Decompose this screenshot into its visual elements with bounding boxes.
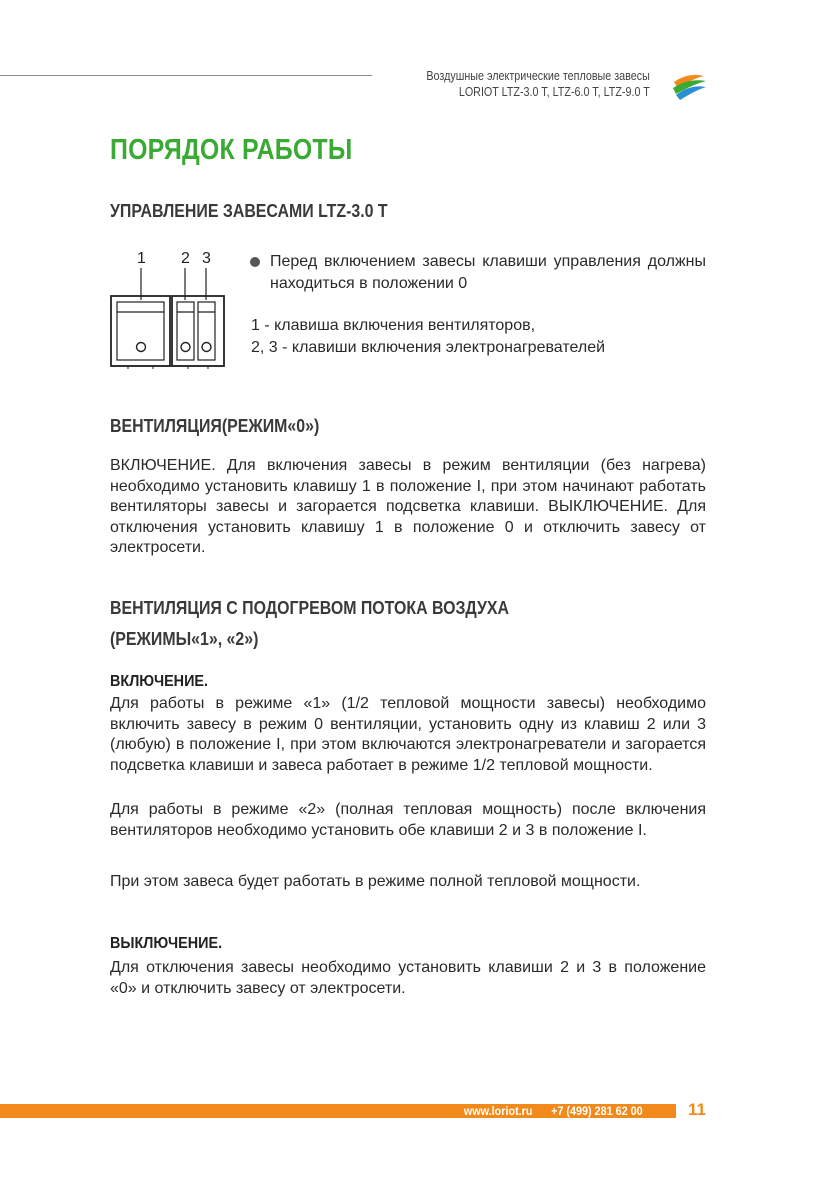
footer-contacts bbox=[464, 1103, 643, 1119]
switch-1 bbox=[111, 296, 170, 366]
header-line-2: LORIOT LTZ-3.0 T, LTZ-6.0 T, LTZ-9.0 T bbox=[459, 85, 650, 99]
loriot-logo-icon bbox=[670, 68, 708, 104]
ventilation-heading: ВЕНТИЛЯЦИЯ(РЕЖИМ«0») bbox=[110, 415, 320, 436]
heating-on-paragraph-3: При этом завеса будет работать в режиме полной тепловой мощности. bbox=[110, 873, 641, 890]
document-header bbox=[427, 68, 650, 100]
switch-label-2: 2 bbox=[181, 250, 190, 267]
ventilation-text: ВКЛЮЧЕНИЕ. Для включения завесы в режим вентиляции (без нагрева) необходимо установить клавишу 1 в положение I, при этом начинают работать вентиляторы завесы и загорается подсветка клавиши. ВЫКЛЮЧЕНИЕ. Для отключения установить клавишу 1 в положение 0 и отключить завесу от электросети. bbox=[110, 457, 706, 556]
bullet-dot-icon bbox=[250, 257, 260, 267]
control-bullet-text: Перед включением завесы клавиши управления должны находиться в положении 0 bbox=[270, 253, 706, 292]
switch-panel-diagram bbox=[108, 246, 228, 371]
heating-on-heading: ВКЛЮЧЕНИЕ. bbox=[110, 673, 209, 690]
heating-heading-line-1: ВЕНТИЛЯЦИЯ С ПОДОГРЕВОМ ПОТОКА ВОЗДУХА bbox=[110, 597, 509, 618]
heating-off-heading: ВЫКЛЮЧЕНИЕ. bbox=[110, 935, 223, 952]
header-line-1: Воздушные электрические тепловые завесы bbox=[426, 69, 650, 83]
switch-legend bbox=[251, 315, 605, 359]
page-number: 11 bbox=[688, 1100, 706, 1119]
switch-legend-2: 2, 3 - клавиши включения электронагревателей bbox=[251, 339, 606, 356]
footer-phone: +7 (499) 281 62 00 bbox=[551, 1104, 643, 1118]
heating-off-paragraph: Для отключения завесы необходимо установить клавиши 2 и 3 в положение «0» и отключить завесу от электросети. bbox=[110, 959, 706, 997]
footer-website-link[interactable]: www.loriot.ru bbox=[464, 1104, 533, 1118]
switch-label-3: 3 bbox=[202, 250, 211, 267]
switch-label-1: 1 bbox=[137, 250, 146, 267]
header-rule bbox=[0, 75, 372, 76]
control-bullet bbox=[246, 251, 706, 295]
heating-heading-line-2: (РЕЖИМЫ«1», «2») bbox=[110, 628, 259, 649]
control-heading: УПРАВЛЕНИЕ ЗАВЕСАМИ LTZ-3.0 T bbox=[110, 200, 388, 221]
heating-on-paragraph-2: Для работы в режиме «2» (полная тепловая мощность) после включения вентиляторов необходимо установить обе клавиши 2 и 3 в положение I. bbox=[110, 801, 706, 839]
switch-legend-1: 1 - клавиша включения вентиляторов, bbox=[251, 317, 536, 334]
page-title: ПОРЯДОК РАБОТЫ bbox=[110, 134, 353, 166]
heating-on-paragraph-1: Для работы в режиме «1» (1/2 тепловой мощности завесы) необходимо включить завесу в режим 0 вентиляции, установить одну из клавиш 2 или 3 (любую) в положение I, при этом включаются электронагреватели и загорается подсветка клавиши и завеса работает в режиме 1/2 тепловой мощности. bbox=[110, 695, 706, 774]
